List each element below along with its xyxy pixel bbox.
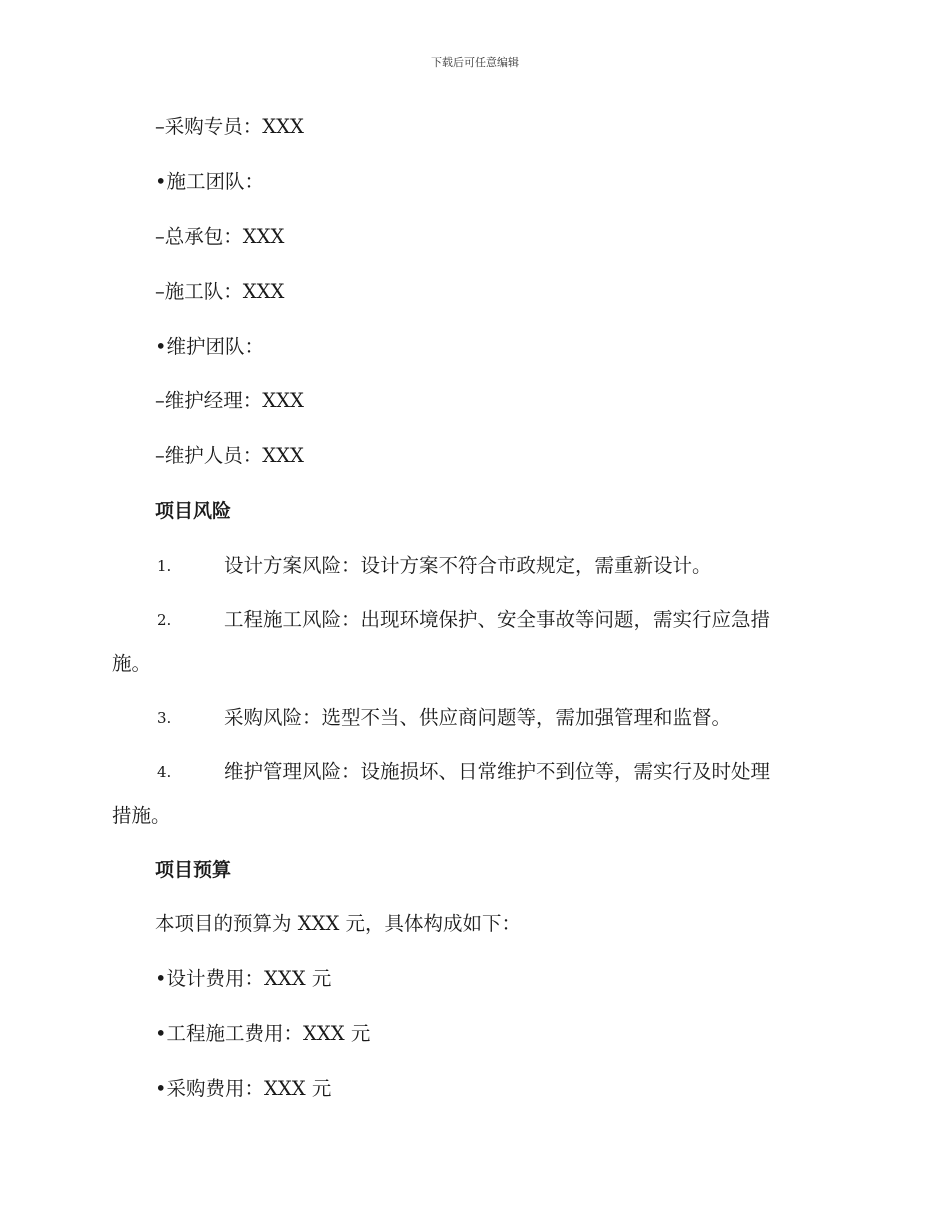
item-number: 4. — [157, 763, 172, 781]
page-header: 下载后可任意编辑 — [431, 56, 519, 69]
section-heading-risks: 项目风险 — [155, 500, 232, 522]
budget-intro: 本项目的预算为 XXX 元，具体构成如下： — [155, 912, 522, 935]
list-item: •工程施工费用：XXX 元 — [155, 1022, 371, 1045]
list-item: –采购专员：XXX — [155, 115, 304, 138]
item-number: 2. — [157, 611, 172, 629]
risk-item — [112, 696, 837, 740]
risk-item — [112, 544, 837, 588]
list-item: •设计费用：XXX 元 — [155, 967, 332, 990]
item-text: 设计方案风险：设计方案不符合市政规定，需重新设计。 — [224, 554, 712, 577]
list-item: •采购费用：XXX 元 — [155, 1077, 332, 1100]
item-text: 维护管理风险：设施损坏、日常维护不到位等，需实行及时处理 — [224, 760, 771, 783]
list-item: –维护经理：XXX — [155, 389, 304, 412]
list-item: –总承包：XXX — [155, 225, 285, 248]
item-text-continued: 措施。 — [112, 804, 171, 827]
list-item: –施工队：XXX — [155, 280, 285, 303]
item-number: 3. — [157, 709, 172, 727]
list-item: –维护人员：XXX — [155, 444, 304, 467]
list-item: •施工团队： — [155, 170, 265, 193]
section-heading-budget: 项目预算 — [155, 859, 232, 881]
risk-item — [112, 598, 837, 686]
list-item: •维护团队： — [155, 335, 265, 358]
risk-item — [112, 750, 837, 838]
item-number: 1. — [157, 557, 172, 575]
item-text: 工程施工风险：出现环境保护、安全事故等问题，需实行应急措 — [224, 608, 771, 631]
item-text: 采购风险：选型不当、供应商问题等，需加强管理和监督。 — [224, 706, 732, 729]
item-text-continued: 施。 — [112, 652, 152, 675]
